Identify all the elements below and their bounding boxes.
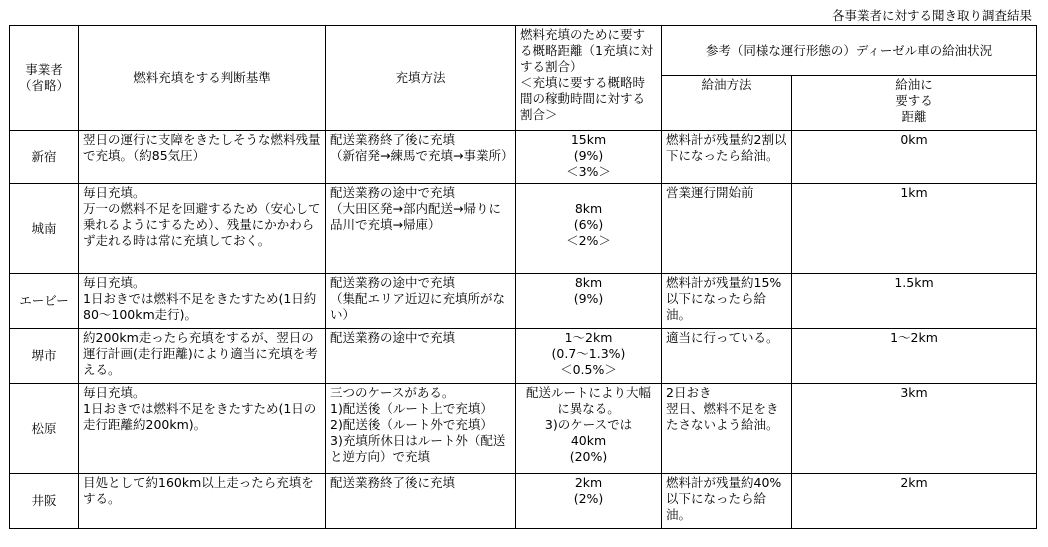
refuel-method-cell: 適当に行っている。 xyxy=(662,329,792,384)
method-cell: 配送業務終了後に充填 （新宿発→練馬で充填→事業所） xyxy=(326,131,516,184)
refuel-distance-cell: 3km xyxy=(792,384,1037,474)
criteria-cell: 目処として約160km以上走ったら充填をする。 xyxy=(79,474,326,529)
refuel-method-cell: 燃料計が残量約2割以下になったら給油。 xyxy=(662,131,792,184)
method-cell: 配送業務の途中で充填 xyxy=(326,329,516,384)
criteria-cell: 翌日の運行に支障をきたしそうな燃料残量で充填。（約85気圧） xyxy=(79,131,326,184)
criteria-cell: 毎日充填。 万一の燃料不足を回避するため（安心して乗れるようにするため）、残量にかかわらず走れる時は常に充填しておく。 xyxy=(79,184,326,274)
refuel-distance-cell: 1km xyxy=(792,184,1037,274)
refuel-method-cell: 燃料計が残量約40%以下になったら給油。 xyxy=(662,474,792,529)
table-row xyxy=(10,274,1037,329)
refuel-distance-cell: 1.5km xyxy=(792,274,1037,329)
header-criteria: 燃料充填をする判断基準 xyxy=(79,26,326,131)
operator-name: エービー xyxy=(10,274,79,329)
operator-name: 井阪 xyxy=(10,474,79,529)
table-row xyxy=(10,474,1037,529)
criteria-cell: 約200km走ったら充填をするが、翌日の運行計画(走行距離)により適当に充填を考える。 xyxy=(79,329,326,384)
operator-name: 堺市 xyxy=(10,329,79,384)
refuel-distance-cell: 2km xyxy=(792,474,1037,529)
table-row xyxy=(10,184,1037,274)
method-cell: 配送業務の途中で充填 （集配エリア近辺に充填所がない） xyxy=(326,274,516,329)
operator-name: 新宿 xyxy=(10,131,79,184)
table-caption: 各事業者に対する聞き取り調査結果 xyxy=(831,8,1032,23)
distance-cell: 配送ルートにより大幅に異なる。 3)のケースでは 40km (20%) xyxy=(516,384,662,474)
header-reference: 参考（同様な運行形態の）ディーゼル車の給油状況 xyxy=(662,26,1037,76)
survey-table xyxy=(9,25,1037,529)
table-row xyxy=(10,329,1037,384)
table-row xyxy=(10,131,1037,184)
distance-cell: 1～2km (0.7～1.3%) ＜0.5%＞ xyxy=(516,329,662,384)
refuel-method-cell: 2日おき 翌日、燃料不足をきたさないよう給油。 xyxy=(662,384,792,474)
method-cell: 配送業務の途中で充填 （大田区発→部内配送→帰りに品川で充填→帰庫） xyxy=(326,184,516,274)
distance-cell: 8km (9%) xyxy=(516,274,662,329)
refuel-method-cell: 営業運行開始前 xyxy=(662,184,792,274)
refuel-distance-cell: 1～2km xyxy=(792,329,1037,384)
header-operator: 事業者 （省略） xyxy=(10,26,79,131)
header-refuel-method: 給油方法 xyxy=(662,76,792,131)
operator-name: 城南 xyxy=(10,184,79,274)
operator-name: 松原 xyxy=(10,384,79,474)
method-cell: 配送業務終了後に充填 xyxy=(326,474,516,529)
distance-cell: 2km (2%) xyxy=(516,474,662,529)
header-distance: 燃料充填のために要する概略距離（1充填に対する割合） ＜充填に要する概略時間の稼動時間に対する割合＞ xyxy=(516,26,662,131)
method-cell: 三つのケースがある。 1)配送後（ルート上で充填） 2)配送後（ルート外で充填） 3)充填所休日はルート外（配送と逆方向）で充填 xyxy=(326,384,516,474)
header-method: 充填方法 xyxy=(326,26,516,131)
table-row xyxy=(10,384,1037,474)
criteria-cell: 毎日充填。 1日おきでは燃料不足をきたすため(1日約80～100km走行)。 xyxy=(79,274,326,329)
distance-cell: 15km (9%) ＜3%＞ xyxy=(516,131,662,184)
criteria-cell: 毎日充填。 1日おきでは燃料不足をきたすため(1日の走行距離約200km)。 xyxy=(79,384,326,474)
refuel-method-cell: 燃料計が残量約15%以下になったら給油。 xyxy=(662,274,792,329)
header-refuel-distance: 給油に 要する 距離 xyxy=(792,76,1037,131)
distance-cell: 8km (6%) ＜2%＞ xyxy=(516,184,662,274)
refuel-distance-cell: 0km xyxy=(792,131,1037,184)
